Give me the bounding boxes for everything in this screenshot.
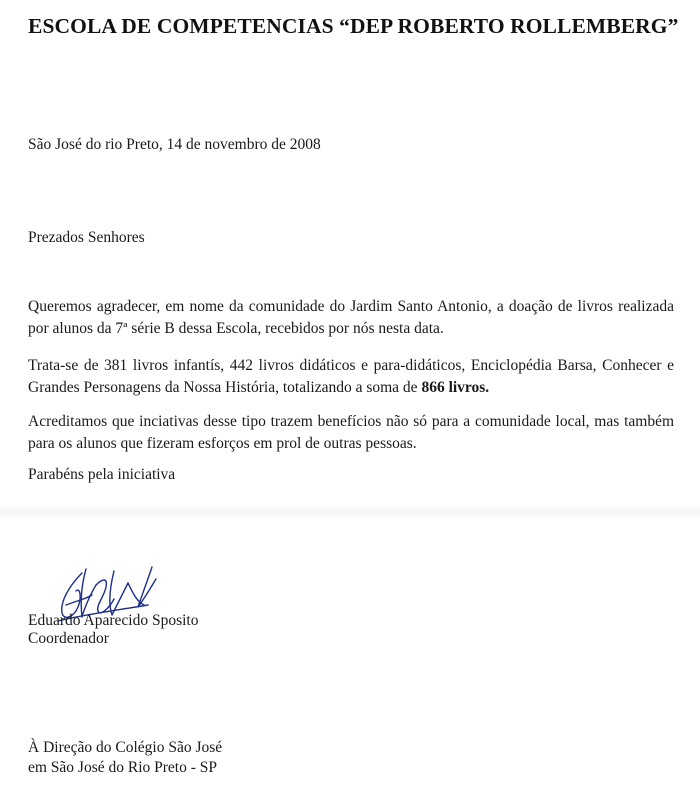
signer-name: Eduardo Aparecido Sposito xyxy=(28,612,199,629)
addressee-line-2: em São José do Rio Preto - SP xyxy=(28,759,218,776)
place-date: São José do rio Preto, 14 de novembro de 2008 xyxy=(28,136,321,153)
school-name-heading: ESCOLA DE COMPETENCIAS “DEP ROBERTO ROLLEMBERG” xyxy=(28,14,679,38)
book-total: 866 livros. xyxy=(421,379,490,396)
closing-line: Parabéns pela iniciativa xyxy=(28,466,176,483)
paragraph-benefits: Acreditamos que inciativas desse tipo trazem benefícios não só para a comunidade local, mas também para os alunos que fizeram esforços em prol de outras pessoas. xyxy=(28,413,674,452)
paper-fold-shadow xyxy=(0,505,700,519)
signer-title: Coordenador xyxy=(28,630,109,647)
paragraph-book-count xyxy=(28,355,674,399)
paragraph-book-count-text: Trata-se de 381 livros infantís, 442 livros didáticos e para-didáticos, Enciclopédia Barsa, Conhecer e Grandes Personagens da Nossa História, totalizando a soma de xyxy=(28,357,674,396)
addressee-line-1: À Direção do Colégio São José xyxy=(28,739,223,756)
salutation: Prezados Senhores xyxy=(28,229,145,246)
paragraph-thanks: Queremos agradecer, em nome da comunidade do Jardim Santo Antonio, a doação de livros realizada por alunos da 7ª série B dessa Escola, recebidos por nós nesta data. xyxy=(28,298,674,337)
